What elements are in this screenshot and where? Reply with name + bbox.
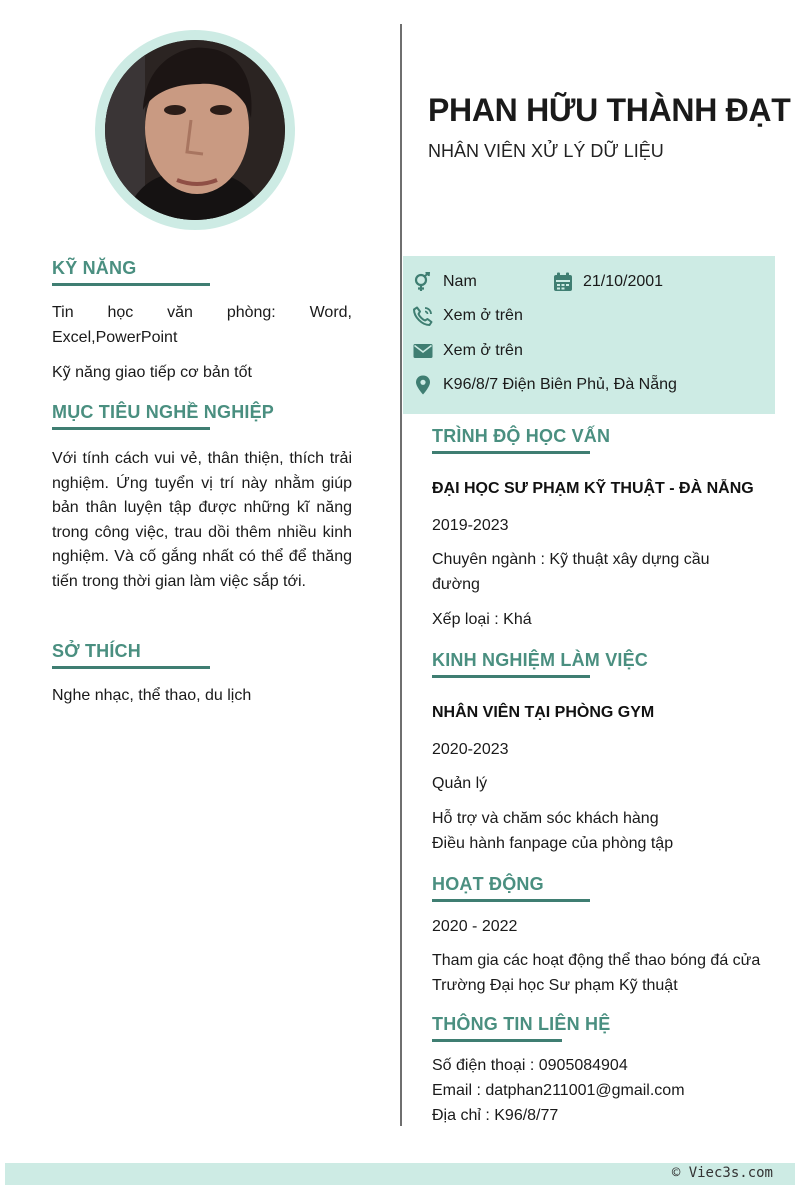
activities-text: Tham gia các hoạt động thể thao bóng đá cửa Trường Đại học Sư phạm Kỹ thuật <box>432 952 761 994</box>
experience-years: 2020-2023 <box>432 741 509 758</box>
objective-title: MỤC TIÊU NGHỀ NGHIỆP <box>52 402 275 422</box>
phone-value: Xem ở trên <box>443 307 523 324</box>
experience-role: Quản lý <box>432 775 488 792</box>
avatar-ring <box>95 30 295 230</box>
skill-item: Tin học văn phòng: Word, Excel,PowerPoint <box>52 304 352 346</box>
education-grade: Xếp loại : Khá <box>432 611 532 628</box>
contact-title: THÔNG TIN LIÊN HỆ <box>432 1014 611 1034</box>
address-value: K96/8/7 Điện Biên Phủ, Đà Nẵng <box>443 376 677 393</box>
objective-section <box>52 402 352 595</box>
job-title: NHÂN VIÊN XỬ LÝ DỮ LIỆU <box>428 141 664 161</box>
email-row <box>413 341 523 361</box>
education-section <box>432 426 762 632</box>
contact-address: Địa chỉ : K96/8/77 <box>432 1107 559 1124</box>
activities-title-rule <box>432 899 590 902</box>
skills-title-rule <box>52 283 210 286</box>
objective-text: Với tính cách vui vẻ, thân thiện, thích trải nghiệm. Ứng tuyển vị trí này nhằm giúp bản thân luyện tập được những kĩ năng trong công việc, trau dồi thêm nhiều kinh nghiệm. Và cố gắng nhất có thể để thăng tiến trong thời gian làm việc sắp tới. <box>52 450 352 590</box>
contact-section <box>432 1014 762 1128</box>
contact-title-rule <box>432 1039 562 1042</box>
dob-row <box>553 272 663 292</box>
envelope-icon <box>413 341 433 361</box>
full-name: PHAN HỮU THÀNH ĐẠT <box>428 92 791 128</box>
education-title-rule <box>432 451 590 454</box>
hobbies-title-rule <box>52 666 210 669</box>
education-title: TRÌNH ĐỘ HỌC VẤN <box>432 426 611 446</box>
hobbies-section <box>52 641 352 708</box>
gender-icon <box>413 272 433 292</box>
gender-row <box>413 272 477 292</box>
experience-duty: Hỗ trợ và chăm sóc khách hàng <box>432 810 659 827</box>
school-name: ĐẠI HỌC SƯ PHẠM KỸ THUẬT - ĐÀ NẴNG <box>432 480 754 497</box>
objective-title-rule <box>52 427 210 430</box>
hobbies-text: Nghe nhạc, thể thao, du lịch <box>52 687 252 704</box>
watermark: © Viec3s.com <box>671 1165 773 1181</box>
experience-section <box>432 650 762 856</box>
contact-phone: Số điện thoại : 0905084904 <box>432 1057 628 1074</box>
skills-section <box>52 258 352 385</box>
address-row <box>413 375 677 395</box>
personal-info-panel <box>403 256 775 414</box>
avatar <box>105 40 285 220</box>
dob-value: 21/10/2001 <box>583 273 664 290</box>
experience-position: NHÂN VIÊN TẠI PHÒNG GYM <box>432 704 655 721</box>
education-major: Chuyên ngành : Kỹ thuật xây dựng cầu đường <box>432 551 710 593</box>
map-pin-icon <box>413 375 433 395</box>
email-value: Xem ở trên <box>443 342 523 359</box>
skill-item: Kỹ năng giao tiếp cơ bản tốt <box>52 364 252 381</box>
gender-value: Nam <box>443 273 477 290</box>
phone-row <box>413 306 523 326</box>
experience-title-rule <box>432 675 590 678</box>
skills-title: KỸ NĂNG <box>52 258 137 278</box>
calendar-icon <box>553 272 573 292</box>
column-divider <box>400 24 402 1126</box>
phone-icon <box>413 306 433 326</box>
footer-bar <box>5 1163 795 1185</box>
education-years: 2019-2023 <box>432 517 509 534</box>
contact-email: Email : datphan211001@gmail.com <box>432 1082 685 1099</box>
activities-years: 2020 - 2022 <box>432 918 518 935</box>
experience-title: KINH NGHIỆM LÀM VIỆC <box>432 650 649 670</box>
activities-section <box>432 874 762 998</box>
hobbies-title: SỞ THÍCH <box>52 641 141 661</box>
activities-title: HOẠT ĐỘNG <box>432 874 544 894</box>
avatar-photo <box>105 40 285 220</box>
experience-duty: Điều hành fanpage của phòng tập <box>432 835 674 852</box>
